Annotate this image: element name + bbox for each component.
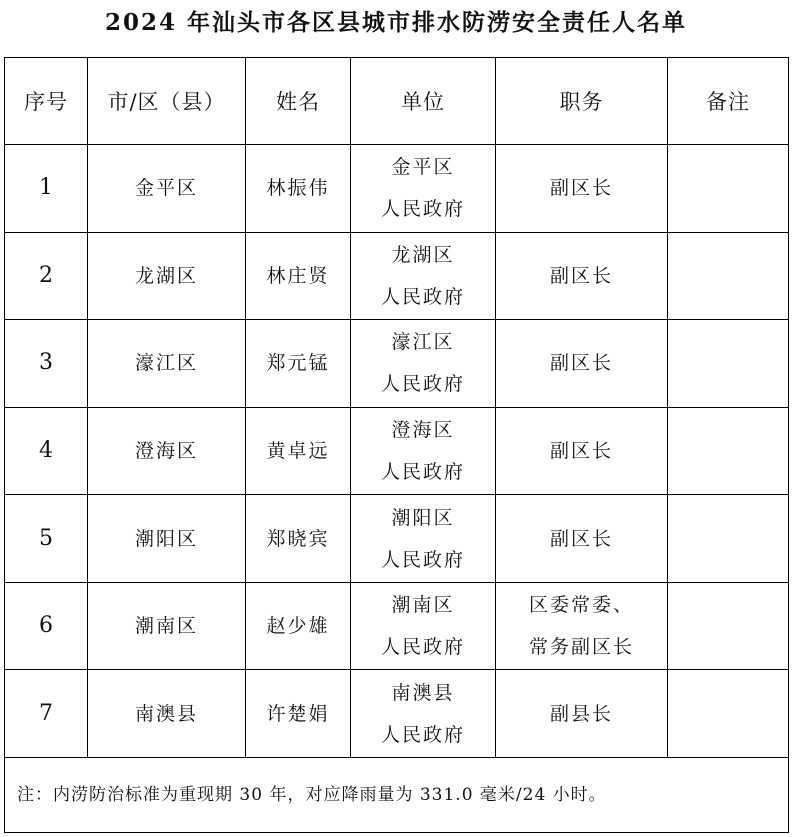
cell-remark [668,145,789,233]
cell-position [496,320,668,408]
cell-unit-line: 南澳县 [391,681,455,704]
cell-index: 4 [5,407,88,495]
cell-remark [668,407,789,495]
cell-index: 1 [5,145,88,233]
cell-position-line: 副区长 [549,352,613,375]
cell-name: 林振伟 [246,145,351,233]
cell-index: 3 [5,320,88,408]
cell-district: 南澳县 [88,670,246,758]
cell-position-line: 区委常委、 [528,594,634,617]
cell-name: 郑晓宾 [246,495,351,583]
cell-name: 黄卓远 [246,407,351,495]
header-position: 职务 [496,58,668,145]
cell-index: 7 [5,670,88,758]
table-header-row [5,58,789,145]
cell-unit-line: 人民政府 [380,548,465,571]
cell-remark [668,495,789,583]
cell-name: 赵少雄 [246,582,351,670]
cell-position-line: 副区长 [549,527,613,550]
table-note: 注：内涝防治标准为重现期 30 年，对应降雨量为 331.0 毫米/24 小时。 [5,758,789,833]
cell-district: 龙湖区 [88,232,246,320]
cell-position [496,582,668,670]
header-remark: 备注 [668,58,789,145]
table-row [5,407,789,495]
cell-position [496,407,668,495]
cell-remark [668,582,789,670]
cell-unit-line: 人民政府 [380,285,465,308]
table-row [5,670,789,758]
cell-remark [668,232,789,320]
cell-unit-line: 潮南区 [391,594,455,617]
cell-name: 许楚娟 [246,670,351,758]
cell-remark [668,670,789,758]
cell-name: 郑元锰 [246,320,351,408]
table-row [5,582,789,670]
cell-position [496,495,668,583]
cell-unit [351,232,496,320]
cell-index: 6 [5,582,88,670]
cell-unit-line: 人民政府 [380,198,465,221]
cell-unit-line: 潮阳区 [391,506,455,529]
cell-district: 澄海区 [88,407,246,495]
cell-unit-line: 人民政府 [380,373,465,396]
cell-position-line: 副区长 [549,439,613,462]
cell-position-line: 副区长 [549,177,613,200]
cell-unit [351,145,496,233]
cell-unit [351,582,496,670]
cell-index: 2 [5,232,88,320]
cell-unit-line: 澄海区 [391,418,455,441]
cell-position-line: 常务副区长 [528,636,634,659]
cell-unit [351,320,496,408]
cell-unit [351,407,496,495]
header-district: 市/区（县） [88,58,246,145]
header-name: 姓名 [246,58,351,145]
table-row [5,232,789,320]
cell-remark [668,320,789,408]
table-row [5,495,789,583]
cell-district: 潮阳区 [88,495,246,583]
cell-unit-line: 人民政府 [380,723,465,746]
cell-position [496,670,668,758]
cell-district: 濠江区 [88,320,246,408]
cell-district: 潮南区 [88,582,246,670]
table-row [5,320,789,408]
cell-unit [351,495,496,583]
note-row [5,758,789,833]
responsibility-table [4,57,789,833]
cell-unit-line: 龙湖区 [391,243,455,266]
cell-unit-line: 金平区 [391,156,455,179]
cell-position [496,232,668,320]
cell-index: 5 [5,495,88,583]
cell-unit-line: 人民政府 [380,460,465,483]
table-row [5,145,789,233]
cell-position-line: 副区长 [549,264,613,287]
header-index: 序号 [5,58,88,145]
document-title: 2024 年汕头市各区县城市排水防涝安全责任人名单 [104,9,688,36]
cell-unit [351,670,496,758]
cell-district: 金平区 [88,145,246,233]
cell-position [496,145,668,233]
header-unit: 单位 [351,58,496,145]
cell-unit-line: 濠江区 [391,331,455,354]
cell-position-line: 副县长 [549,702,613,725]
cell-unit-line: 人民政府 [380,636,465,659]
cell-name: 林庄贤 [246,232,351,320]
